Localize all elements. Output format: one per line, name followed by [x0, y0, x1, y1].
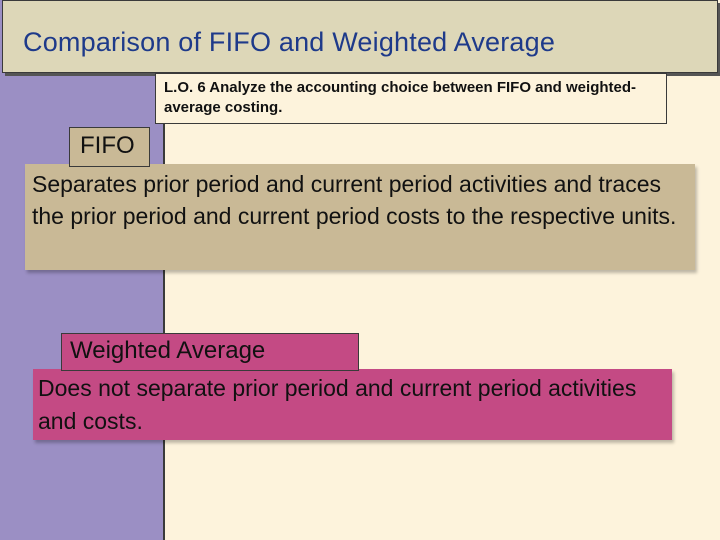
left-decorative-band	[0, 0, 165, 540]
fifo-description: Separates prior period and current period activities and traces the prior period and current period costs to the respective units.	[32, 171, 677, 229]
slide-title: Comparison of FIFO and Weighted Average	[23, 27, 556, 57]
title-bar	[2, 0, 718, 73]
learning-objective-box: L.O. 6 Analyze the accounting choice between FIFO and weighted-average costing.	[155, 73, 667, 124]
weighted-average-description: Does not separate prior period and current period activities and costs.	[38, 375, 637, 434]
weighted-average-label: Weighted Average	[61, 333, 359, 371]
fifo-label: FIFO	[69, 127, 150, 167]
